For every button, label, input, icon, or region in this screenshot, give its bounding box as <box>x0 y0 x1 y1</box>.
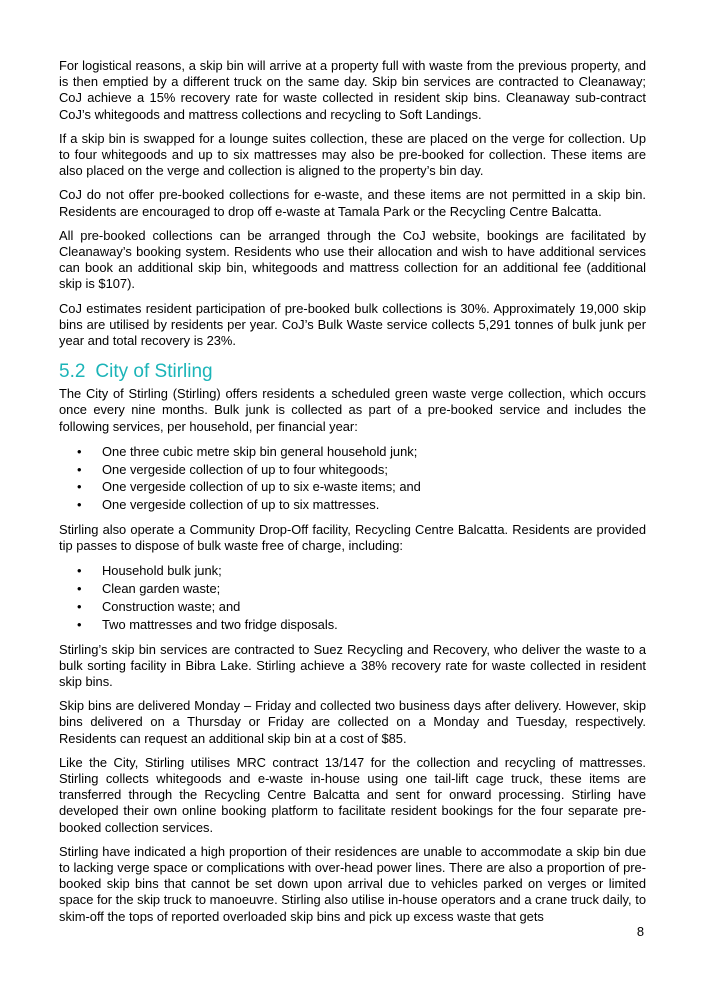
list-item-text: Household bulk junk; <box>102 563 222 579</box>
list-item <box>59 461 646 479</box>
list-item-text: Two mattresses and two fridge disposals. <box>102 616 338 632</box>
list-item-text: One vergeside collection of up to four whitegoods; <box>102 461 388 477</box>
bullet-icon: • <box>77 581 82 597</box>
paragraph-delivery-schedule: Skip bins are delivered Monday – Friday and collected two business days after delivery. However, skip bins delivered on a Thursday or Friday are collected on a Monday and Tuesday, respectively. Residents can request an additional skip bin at a cost of $85. <box>59 698 646 746</box>
bullet-icon: • <box>77 461 82 477</box>
bullet-icon: • <box>77 497 82 513</box>
paragraph-participation: CoJ estimates resident participation of pre-booked bulk collections is 30%. Approximately 19,000 skip bins are utilised by residents per year. CoJ’s Bulk Waste service collects 5,291 tonnes of bulk junk per year and total recovery is 23%. <box>59 300 646 349</box>
dropoff-list <box>59 562 646 633</box>
paragraph-bookings: All pre-booked collections can be arranged through the CoJ website, bookings are facilitated by Cleanaway’s booking system. Residents who use their allocation and wish to have additional services can book an additional skip bin, whitegoods and mattress collection for an additional fee (additional skip is $107). <box>59 227 646 292</box>
paragraph-lounge-suites: If a skip bin is swapped for a lounge suites collection, these are placed on the verge for collection. Up to four whitegoods and up to six mattresses may also be pre-booked for collection. These items are also placed on the verge and collection is aligned to the property’s bin day. <box>59 130 646 179</box>
section-heading <box>59 361 646 383</box>
list-item <box>59 478 646 496</box>
paragraph-stirling-intro: The City of Stirling (Stirling) offers residents a scheduled green waste verge collection, which occurs once every nine months. Bulk junk is collected as part of a pre-booked service and includes the following services, per household, per financial year: <box>59 386 646 434</box>
section-title: City of Stirling <box>95 361 213 383</box>
bullet-icon: • <box>77 599 82 615</box>
bullet-icon: • <box>77 563 82 579</box>
list-item <box>59 580 646 598</box>
paragraph-suez-contract: Stirling’s skip bin services are contracted to Suez Recycling and Recovery, who deliver the waste to a bulk sorting facility in Bibra Lake. Stirling achieve a 38% recovery rate for waste collected in resident skip bins. <box>59 641 646 690</box>
list-item-text: One vergeside collection of up to six e-waste items; and <box>102 479 421 495</box>
paragraph-dropoff-intro: Stirling also operate a Community Drop-Off facility, Recycling Centre Balcatta. Residents are provided tip passes to dispose of bulk waste free of charge, including: <box>59 522 646 554</box>
bullet-icon: • <box>77 616 82 632</box>
list-item <box>59 562 646 580</box>
list-item-text: One three cubic metre skip bin general household junk; <box>102 443 418 459</box>
bullet-icon: • <box>77 443 82 459</box>
paragraph-skip-bin-logistics: For logistical reasons, a skip bin will arrive at a property full with waste from the previous property, and is then emptied by a different truck on the same day. Skip bin services are contracted to Cleanaway; CoJ achieve a 15% recovery rate for waste collected in resident skip bins. Cleanaway sub-contract CoJ’s whitegoods and mattress collections and recycling to Soft Landings. <box>59 58 646 122</box>
services-list <box>59 443 646 514</box>
section-number: 5.2 <box>59 361 86 383</box>
list-item <box>59 616 646 634</box>
paragraph-verge-space: Stirling have indicated a high proportion of their residences are unable to accommodate a skip bin due to lacking verge space or complications with over-head power lines. There are also a proportion of pre-booked skip bins that cannot be set down upon arrival due to vehicles parked on verges or limited space for the skip truck to manoeuvre. Stirling also utilise in-house operators and a crane truck daily, to skim-off the tops of reported overloaded skip bins and pick up excess waste that gets <box>59 843 646 924</box>
paragraph-mrc-contract: Like the City, Stirling utilises MRC contract 13/147 for the collection and recycling of mattresses. Stirling collects whitegoods and e-waste in-house using one tail-lift cage truck, these items are transferred through the Recycling Centre Balcatta and sent for onward processing. Stirling have developed their own online booking platform to facilitate resident bookings for the four separate pre-booked collection services. <box>59 754 646 835</box>
document-page <box>59 58 646 933</box>
list-item <box>59 443 646 461</box>
list-item <box>59 598 646 616</box>
list-item-text: Clean garden waste; <box>102 581 221 597</box>
bullet-icon: • <box>77 479 82 495</box>
list-item-text: One vergeside collection of up to six mattresses. <box>102 497 380 513</box>
list-item-text: Construction waste; and <box>102 599 241 615</box>
page-number: 8 <box>636 924 644 939</box>
paragraph-e-waste: CoJ do not offer pre-booked collections for e-waste, and these items are not permitted in a skip bin. Residents are encouraged to drop off e-waste at Tamala Park or the Recycling Centre Balcatta. <box>59 187 646 219</box>
list-item <box>59 496 646 514</box>
